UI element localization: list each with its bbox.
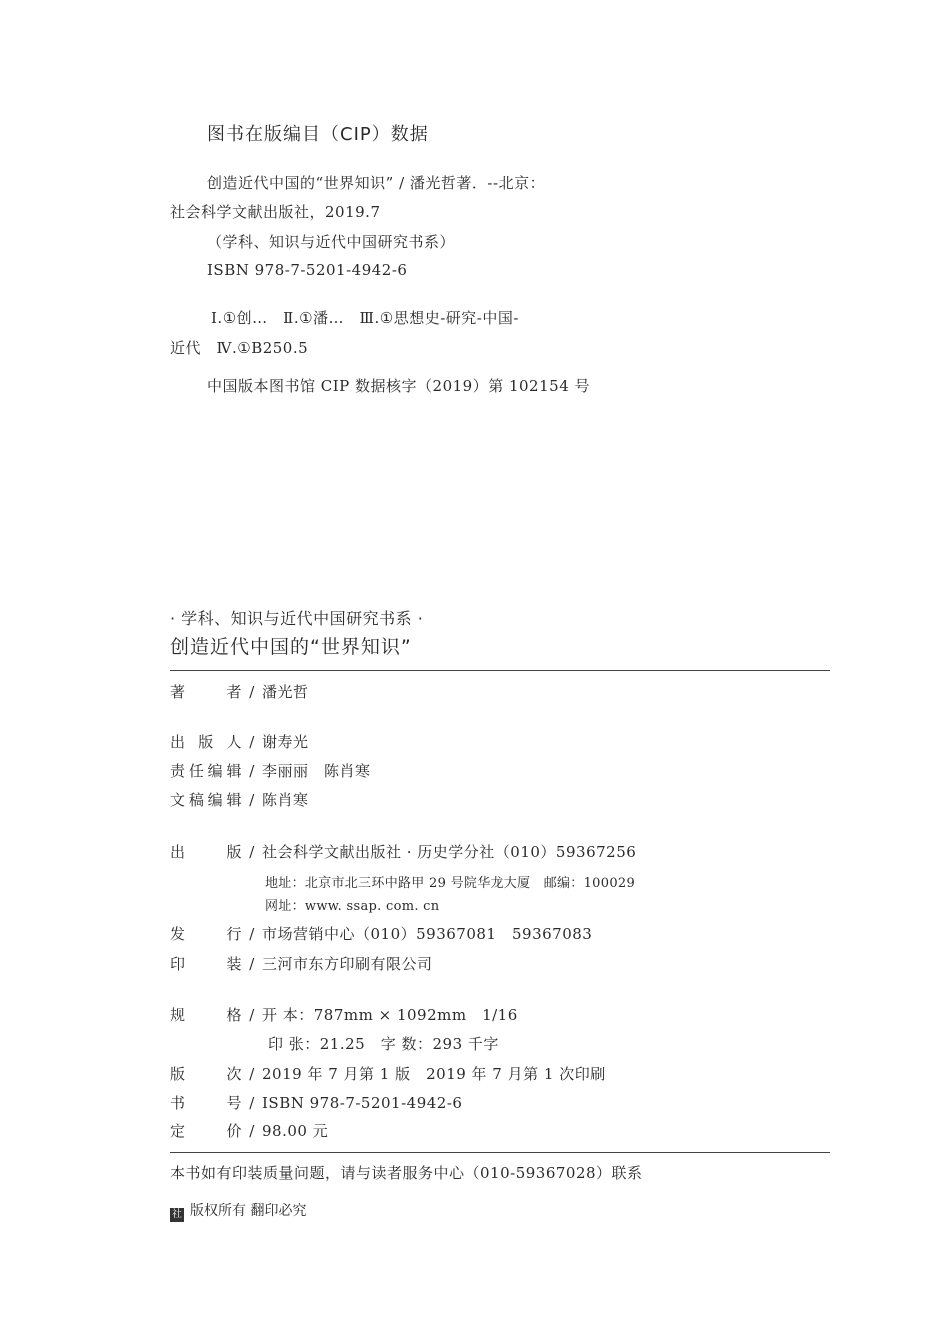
- publisher-person-row: [170, 731, 309, 752]
- copy-editor-value: 陈肖寒: [262, 791, 309, 809]
- price-label: 定 价: [170, 1122, 242, 1140]
- author-row: [170, 681, 309, 702]
- sheets-line: 印 张：21.25 字 数：293 千字: [268, 1035, 499, 1053]
- copy-editor-label: 文稿编辑: [170, 791, 242, 809]
- cip-line-3: （学科、知识与近代中国研究书系）: [207, 233, 456, 251]
- title-rule: [170, 670, 830, 671]
- separator: /: [249, 1122, 255, 1140]
- printing-label: 印 装: [170, 955, 242, 973]
- book-title: 创造近代中国的“世界知识”: [170, 636, 412, 658]
- address-line: 地址：北京市北三环中路甲 29 号院华龙大厦 邮编：100029: [265, 876, 636, 891]
- publisher-logo-icon: 社: [172, 1209, 182, 1220]
- separator: /: [249, 1006, 255, 1024]
- cip-line-2: 社会科学文献出版社，2019.7: [170, 203, 381, 221]
- footer-rule: [170, 1152, 830, 1153]
- separator: /: [249, 843, 255, 861]
- format-value: 开 本：787mm × 1092mm 1/16: [262, 1006, 518, 1024]
- copy-editor-row: [170, 789, 309, 810]
- separator: /: [249, 955, 255, 973]
- isbn-row: [170, 1092, 462, 1113]
- format-label: 规 格: [170, 1006, 242, 1024]
- cip-line-5: Ⅰ.①创… Ⅱ.①潘… Ⅲ.①思想史-研究-中国-: [211, 309, 519, 327]
- isbn-value: ISBN 978-7-5201-4942-6: [262, 1094, 463, 1112]
- separator: /: [249, 683, 255, 701]
- price-row: [170, 1120, 328, 1141]
- publisher-person-value: 谢寿光: [262, 733, 309, 751]
- cip-line-1: 创造近代中国的“世界知识” / 潘光哲著．--北京：: [207, 174, 546, 192]
- price-value: 98.00 元: [262, 1122, 329, 1140]
- separator: /: [249, 1094, 255, 1112]
- editor-row: [170, 760, 371, 781]
- distribution-value: 市场营销中心（010）59367081 59367083: [262, 925, 593, 943]
- author-value: 潘光哲: [262, 683, 309, 701]
- edition-label: 版 次: [170, 1065, 242, 1083]
- publish-value: 社会科学文献出版社 · 历史学分社（010）59367256: [262, 843, 637, 861]
- publish-row: [170, 841, 636, 862]
- format-row: [170, 1004, 518, 1025]
- publisher-person-label: 出 版 人: [170, 733, 242, 751]
- cip-heading: 图书在版编目（CIP）数据: [207, 124, 429, 145]
- copyright-text: 版权所有 翻印必究: [190, 1203, 307, 1219]
- cip-line-6: 近代 Ⅳ.①B250.5: [170, 339, 309, 357]
- separator: /: [249, 762, 255, 780]
- publish-label: 出 版: [170, 843, 242, 861]
- separator: /: [249, 791, 255, 809]
- separator: /: [249, 925, 255, 943]
- website-line: 网址：www. ssap. com. cn: [265, 899, 440, 914]
- author-label: 著 者: [170, 683, 242, 701]
- printing-row: [170, 953, 433, 974]
- printing-value: 三河市东方印刷有限公司: [262, 955, 433, 973]
- distribution-row: [170, 923, 592, 944]
- cip-line-7: 中国版本图书馆 CIP 数据核字（2019）第 102154 号: [207, 377, 591, 395]
- separator: /: [249, 1065, 255, 1083]
- edition-row: [170, 1063, 606, 1084]
- distribution-label: 发 行: [170, 925, 242, 943]
- editor-label: 责任编辑: [170, 762, 242, 780]
- edition-value: 2019 年 7 月第 1 版 2019 年 7 月第 1 次印刷: [262, 1065, 606, 1083]
- series-name: · 学科、知识与近代中国研究书系 ·: [170, 609, 424, 628]
- quality-notice: 本书如有印装质量问题，请与读者服务中心（010-59367028）联系: [170, 1164, 643, 1182]
- isbn-label: 书 号: [170, 1094, 242, 1112]
- copyright-line: [170, 1200, 306, 1222]
- separator: /: [249, 733, 255, 751]
- cip-line-4: ISBN 978-7-5201-4942-6: [207, 261, 408, 279]
- editor-value: 李丽丽 陈肖寒: [262, 762, 371, 780]
